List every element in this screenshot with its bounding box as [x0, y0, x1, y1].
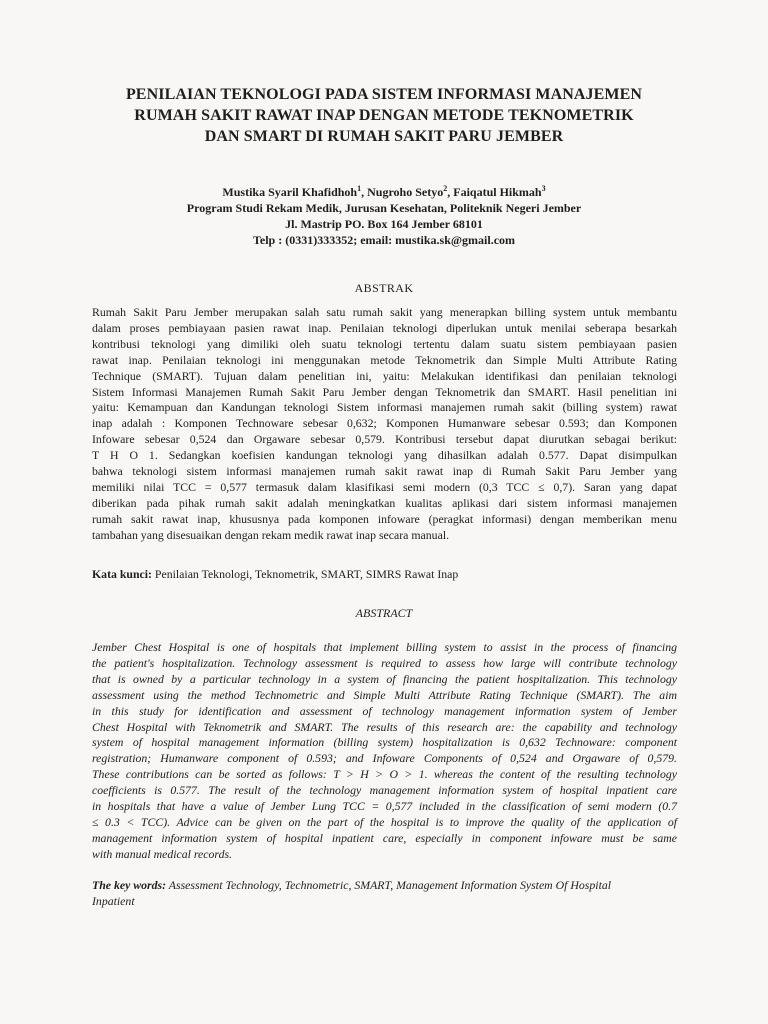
paragraph-line: in hospitals that have a value of Jember Lung TCC = 0,577 included in the classification of semi modern (0.7 [92, 799, 677, 814]
paragraph-line: that is owned by a particular technology in a system of financing the patient hospitalization. This technology [92, 671, 677, 686]
paragraph-line: in this study for identification and assessment of technology management information system of Jember [92, 703, 677, 718]
key-words-line [92, 878, 677, 894]
paragraph-line: Sistem Informasi Manajemen Rumah Sakit Paru Jember dengan Teknometrik dan SMART. Hasil penelitian ini [92, 384, 677, 399]
author-names [80, 184, 688, 200]
paragraph-line: rawat inap. Penilaian teknologi ini menggunakan metode Teknometrik dan Simple Multi Attribute Rating [92, 352, 677, 367]
abstrak-heading: ABSTRAK [354, 281, 414, 295]
paragraph-line: bahwa teknologi sistem informasi manajemen rumah sakit rawat inap di Rumah Sakit Paru Jember yang [92, 464, 677, 479]
affiliation-marker: 3 [541, 184, 546, 193]
paragraph-line: kontribusi teknologi yang dimiliki oleh suatu teknologi tertentu dalam suatu sistem pembiayaan pasien [92, 336, 677, 351]
paragraph-line: management information system of hospital inpatient care, especially in component infoware must be same [92, 830, 677, 845]
paper-title [70, 84, 698, 147]
paragraph-line: the patient's hospitalization. Technology assessment is required to assess how large will contribute technology [92, 655, 677, 670]
paragraph-line: T H O 1. Sedangkan koefisien kandungan teknologi yang dihasilkan adalah 0.577. Dapat disimpulkan [92, 448, 677, 463]
paragraph-line: memiliki nilai TCC = 0,577 termasuk dalam klasifikasi semi modern (0,3 TCC ≤ 0,7). Saran yang dapat [92, 479, 677, 494]
paragraph-line: Jember Chest Hospital is one of hospitals that implement billing system to assist in the process of financing [92, 640, 677, 654]
paragraph-line: diberikan pada pihak rumah sakit adalah meningkatkan kualitas aplikasi dari sistem informasi manajemen [92, 495, 677, 510]
kata-kunci-label: Kata kunci: [92, 567, 152, 581]
author-separator: , [361, 185, 368, 199]
key-words [92, 878, 677, 910]
paragraph-line: ≤ 0.3 < TCC). Advice can be given on the part of the hospital is to improve the quality of the application of [92, 814, 677, 829]
paragraph-line: registration; Humanware component of 0.593; and Infoware Components of 0,524 and Orgaware of 0,579. [92, 751, 677, 766]
paragraph-line: dalam proses pembiayaan pasien rawat inap. Penilaian teknologi diperlukan untuk menilai seberapa besarkah [92, 320, 677, 335]
title-line: PENILAIAN TEKNOLOGI PADA SISTEM INFORMASI MANAJEMEN [125, 86, 643, 103]
paragraph-line: inap adalah : Komponen Technoware sebesar 0,632; Komponen Humanware sebesar 0.593; dan Komponen [92, 416, 677, 431]
abstract-body [92, 640, 677, 863]
key-words-label: The key words: [92, 878, 167, 892]
paragraph-line: These contributions can be sorted as follows: T > H > O > 1. whereas the content of the resulting technology [92, 767, 677, 782]
affiliation-marker: 1 [357, 184, 362, 193]
paragraph-line: rumah sakit rawat inap, khususnya pada komponen infoware (peragkat informasi) dengan memberikan menu [92, 511, 677, 526]
paragraph-line: system of hospital management information (billing system) hospitalization is 0,632 Technoware: component [92, 735, 677, 750]
paragraph-line: with manual medical records. [92, 846, 233, 861]
title-line: DAN SMART DI RUMAH SAKIT PARU JEMBER [204, 128, 564, 145]
affiliation-program: Program Studi Rekam Medik, Jurusan Kesehatan, Politeknik Negeri Jember [186, 201, 582, 215]
key-words-line: Inpatient [92, 893, 135, 908]
contact-info: Telp : (0331)333352; email: mustika.sk@gmail.com [252, 233, 516, 247]
paragraph-line: Chest Hospital with Teknometrik and SMART. The results of this research are: the capability and technology [92, 719, 677, 734]
paragraph-line: coefficients is 0.577. The result of the technology management information system of hospital inpatient care [92, 783, 677, 798]
author-block [80, 184, 688, 248]
paragraph-line: Infoware sebesar 0,524 dan Orgaware sebesar 0,579. Kontribusi tersebut dapat diurutkan sebagai berikut: [92, 432, 677, 447]
author-separator: , [447, 185, 454, 199]
affiliation-address: Jl. Mastrip PO. Box 164 Jember 68101 [285, 217, 483, 231]
abstrak-body [92, 305, 677, 544]
author-name: Mustika Syaril Khafidhoh [222, 185, 358, 199]
affiliation-marker: 2 [443, 184, 448, 193]
key-words-text: Assessment Technology, Technometric, SMART, Management Information System Of Hospital [166, 878, 612, 892]
author-name: Nugroho Setyo [367, 185, 444, 199]
title-line: RUMAH SAKIT RAWAT INAP DENGAN METODE TEKNOMETRIK [134, 107, 634, 124]
paragraph-line: Technique (SMART). Tujuan dalam penelitian ini, yaitu: Melakukan identifikasi dan penilaian teknologi [92, 368, 677, 383]
paragraph-line: tambahan yang disesuaikan dengan rekam medik rawat inap secara manual. [92, 527, 450, 542]
abstract-heading: ABSTRACT [355, 606, 413, 620]
kata-kunci-text: Penilaian Teknologi, Teknometrik, SMART, SIMRS Rawat Inap [151, 567, 459, 581]
paragraph-line: assessment using the method Technometric and Simple Multi Attribute Rating Technique (SMART). The aim [92, 687, 677, 702]
paragraph-line: Rumah Sakit Paru Jember merupakan salah satu rumah sakit yang menerapkan billing system untuk membantu [92, 305, 677, 319]
paragraph-line: yaitu: Kemampuan dan Kandungan teknologi Sistem informasi manajemen rumah sakit (billing system) rawat [92, 400, 677, 415]
kata-kunci [92, 567, 677, 583]
author-name: Faiqatul Hikmah [453, 185, 542, 199]
